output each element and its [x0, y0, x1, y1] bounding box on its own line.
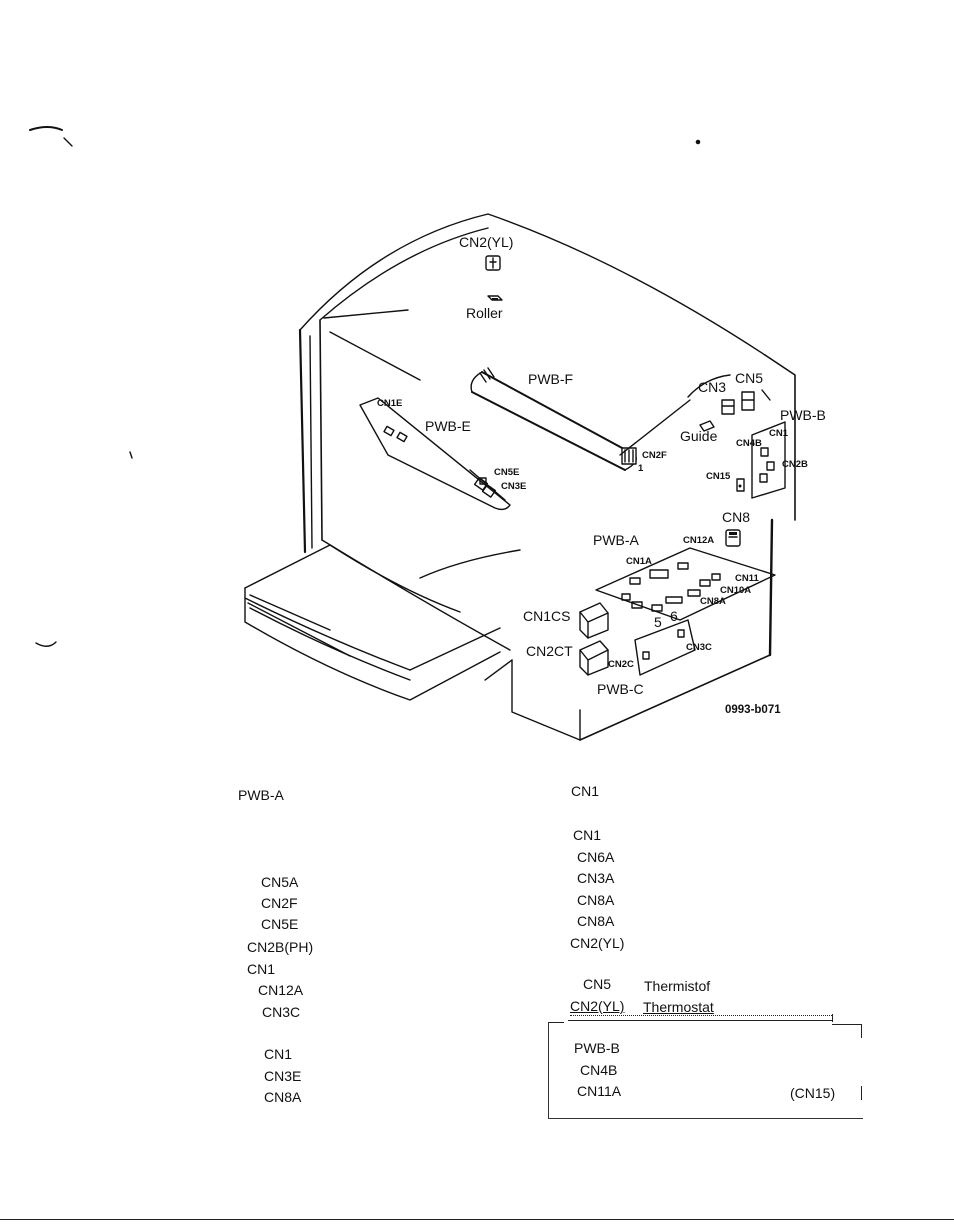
box-top-rule [568, 1020, 832, 1021]
table-right-item: Thermostat [643, 999, 714, 1015]
table-left-item: CN1 [264, 1046, 293, 1062]
box-corner-rule [832, 1014, 833, 1022]
box-item: PWB-B [574, 1040, 620, 1056]
table-left-item: PWB-A [238, 787, 284, 803]
table-left-item: CN2B(PH) [247, 939, 314, 955]
table-right-item: CN2(YL) [570, 935, 625, 951]
figure-code: 0993-b071 [725, 704, 781, 716]
table-left-item: CN5E [261, 916, 299, 932]
label-guide: Guide [680, 428, 718, 444]
box-right-rule [861, 1086, 862, 1100]
label-cn12a: CN12A [683, 535, 715, 546]
label-cn4b: CN4B [736, 438, 762, 449]
label-cn15: CN15 [706, 471, 731, 482]
label-cn3: CN3 [698, 379, 727, 395]
table-left-item: CN3E [264, 1068, 302, 1084]
label-cn2yl: CN2(YL) [459, 234, 514, 250]
label-cn3e: CN3E [501, 481, 527, 492]
label-pin-5: 5 [654, 614, 662, 630]
label-cn10a: CN10A [720, 585, 752, 596]
label-cn1e: CN1E [377, 398, 403, 409]
label-pin-6: 6 [670, 608, 678, 624]
label-cn2b: CN2B [782, 459, 808, 470]
label-pwb-b: PWB-B [780, 407, 826, 423]
page-bottom-rule [0, 1219, 954, 1220]
table-right-item: CN6A [577, 849, 615, 865]
label-pwb-f: PWB-F [528, 371, 574, 387]
table-right-item: CN5 [583, 976, 612, 992]
label-roller: Roller [466, 305, 503, 321]
table-left-item: CN3C [262, 1004, 301, 1020]
label-cn1a: CN1A [626, 556, 652, 567]
box-item: CN4B [580, 1062, 618, 1078]
table-right-item: CN2(YL) [570, 998, 625, 1014]
label-cn2c: CN2C [608, 659, 634, 670]
table-right-item: CN8A [577, 892, 615, 908]
label-pwb-e: PWB-E [425, 418, 471, 434]
label-cn11: CN11 [735, 573, 759, 584]
label-cn8a: CN8A [700, 596, 726, 607]
box-dotted-top-rule [570, 1015, 832, 1017]
table-left-item: CN5A [261, 874, 299, 890]
label-pin-1: 1 [638, 463, 644, 474]
label-cn8: CN8 [722, 509, 751, 525]
table-left-item: CN12A [258, 982, 304, 998]
table-left-item: CN8A [264, 1089, 302, 1105]
label-cn1: CN1 [769, 428, 789, 439]
table-right-item: CN1 [571, 783, 600, 799]
label-cn5: CN5 [735, 370, 764, 386]
table-right-item: Thermistof [644, 978, 711, 994]
label-cn1cs: CN1CS [523, 608, 571, 624]
label-pwb-a: PWB-A [593, 532, 639, 548]
label-cn3c: CN3C [686, 642, 712, 653]
table-left-item: CN1 [247, 961, 276, 977]
box-item: CN11A [577, 1083, 622, 1099]
label-cn2f: CN2F [642, 450, 667, 461]
label-pwb-c: PWB-C [597, 681, 644, 697]
table-right-item: CN3A [577, 870, 615, 886]
label-cn2ct: CN2CT [526, 643, 573, 659]
table-right-item: CN8A [577, 913, 615, 929]
table-right-item: CN1 [573, 827, 602, 843]
label-cn5e: CN5E [494, 467, 520, 478]
table-left-item: CN2F [261, 895, 298, 911]
box-item: (CN15) [790, 1085, 836, 1101]
